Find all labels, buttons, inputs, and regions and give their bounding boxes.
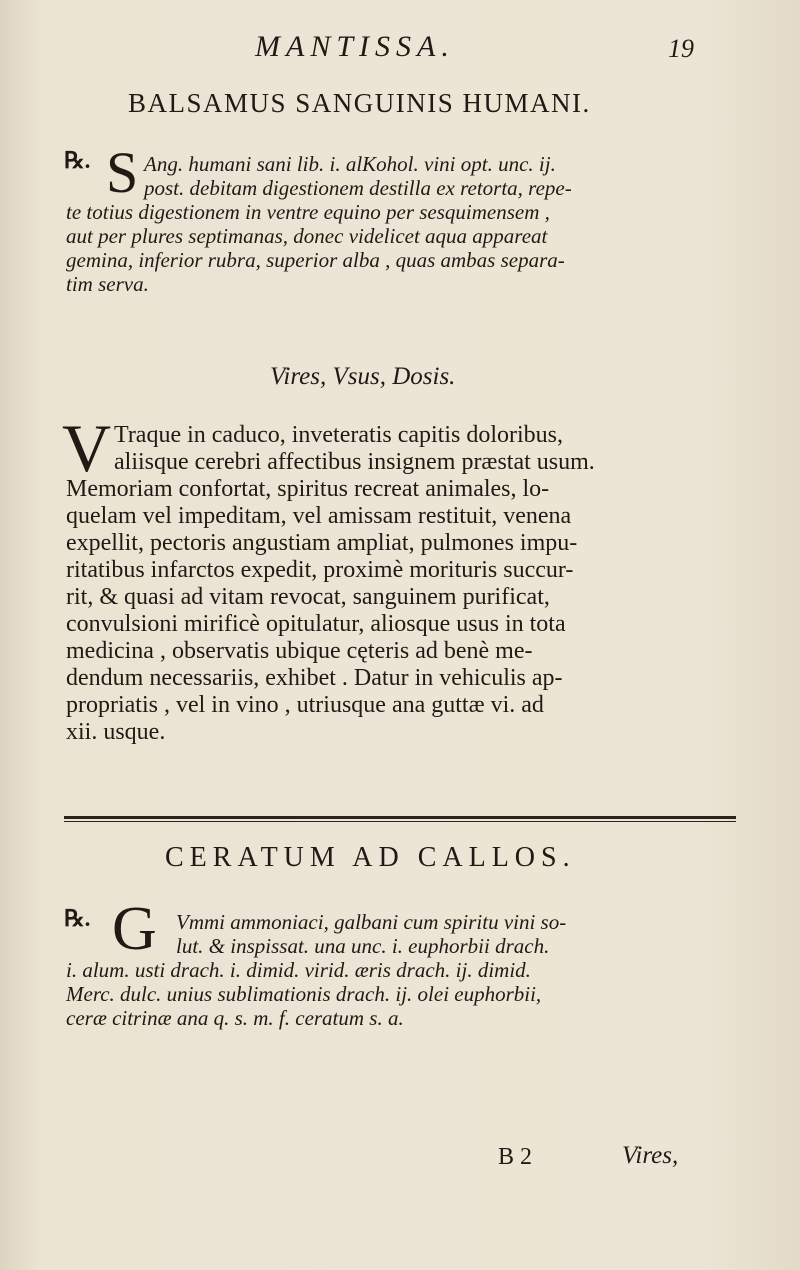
section-title-ceratum: CERATUM AD CALLOS. <box>165 842 576 873</box>
recipe-line: post. debitam digestionem destilla ex retorta, repe- <box>144 176 572 200</box>
catchword: Vires, <box>622 1142 679 1169</box>
body-line: propriatis , vel in vino , utriusque ana guttæ vi. ad <box>66 692 544 718</box>
recipe-line: gemina, inferior rubra, superior alba , quas ambas separa- <box>66 248 565 272</box>
page-number: 19 <box>668 34 694 63</box>
running-head: MANTISSA. <box>255 30 455 63</box>
body-line: Traque in caduco, inveteratis capitis doloribus, <box>114 422 564 448</box>
recipe-line: i. alum. usti drach. i. dimid. virid. æris drach. ij. dimid. <box>66 958 531 982</box>
recipe-paragraph-1 <box>66 152 742 296</box>
drop-cap-g: G <box>112 895 157 963</box>
recipe-line: lut. & inspissat. una unc. i. euphorbii drach. <box>176 934 550 958</box>
body-line: ritatibus infarctos expedit, proximè morituris succur- <box>66 557 574 583</box>
recipe-symbol: ℞. <box>64 906 91 931</box>
body-line: dendum necessariis, exhibet . Datur in vehiculis ap- <box>66 665 563 691</box>
recipe-line: Vmmi ammoniaci, galbani cum spiritu vini so- <box>176 910 567 934</box>
recipe-line: aut per plures septimanas, donec videlicet aqua appareat <box>66 224 548 248</box>
recipe-paragraph-2 <box>66 910 742 1030</box>
recipe-line: Merc. dulc. unius sublimationis drach. ij. olei euphorbii, <box>66 982 542 1006</box>
section-title-balsamus: BALSAMUS SANGUINIS HUMANI. <box>128 88 591 118</box>
body-line: rit, & quasi ad vitam revocat, sanguinem purificat, <box>66 584 550 610</box>
recipe-line: te totius digestionem in ventre equino per sesquimensem , <box>66 200 550 224</box>
recipe-symbol: ℞. <box>64 148 91 173</box>
body-line: medicina , observatis ubique cęteris ad benè me- <box>66 638 533 664</box>
subheading-vires: Vires, Vsus, Dosis. <box>270 363 456 390</box>
recipe-line: Ang. humani sani lib. i. alKohol. vini opt. unc. ij. <box>144 152 556 176</box>
signature-mark: B 2 <box>498 1144 533 1170</box>
body-line: quelam vel impeditam, vel amissam restituit, venena <box>66 503 572 529</box>
body-line: aliisque cerebri affectibus insignem præstat usum. <box>114 449 595 475</box>
body-line: xii. usque. <box>66 719 166 745</box>
drop-cap-v: V <box>62 410 112 486</box>
recipe-line: tim serva. <box>66 272 149 296</box>
section-divider-thin <box>64 821 736 822</box>
recipe-line: ceræ citrinæ ana q. s. m. f. ceratum s. a. <box>66 1006 404 1030</box>
body-line: Memoriam confortat, spiritus recreat animales, lo- <box>66 476 550 502</box>
body-line: convulsioni mirificè opitulatur, aliosque usus in tota <box>66 611 566 637</box>
body-line: expellit, pectoris angustiam ampliat, pulmones impu- <box>66 530 578 556</box>
drop-cap-s: S <box>106 140 139 205</box>
section-divider <box>64 816 736 819</box>
body-paragraph <box>66 422 742 746</box>
